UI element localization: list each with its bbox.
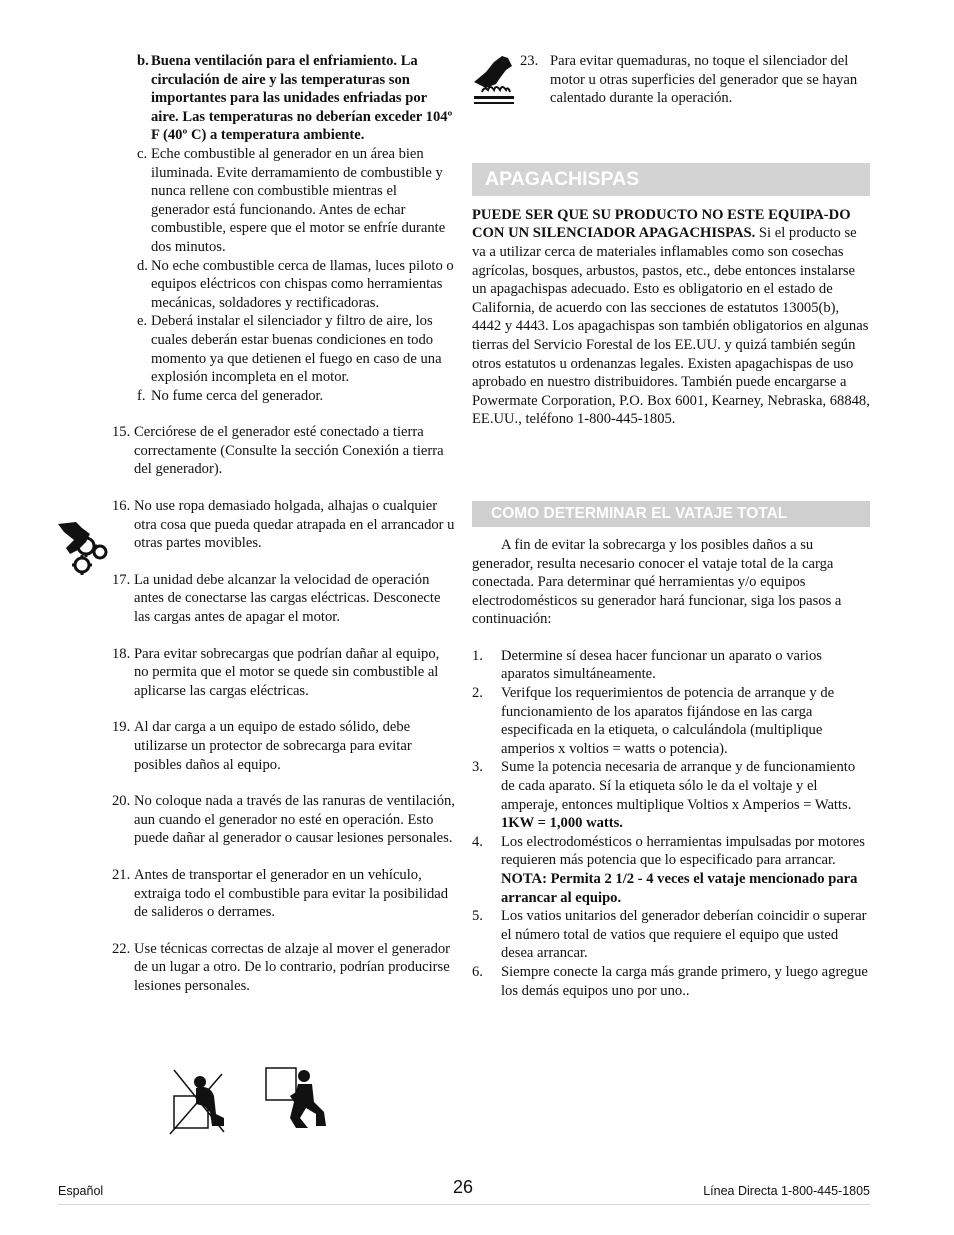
- item-text: Al dar carga a un equipo de estado sólido, debe utilizarse un protector de sobrecarga para evitar posibles daños al equipo.: [134, 719, 412, 773]
- item-number: 20.: [112, 793, 131, 810]
- wattage-step-1: [472, 647, 870, 684]
- item-text: No coloque nada a través de las ranuras de ventilación, aun cuando el generador no esté en operación. Esto puede dañar al generador o causar lesiones personales.: [134, 793, 455, 847]
- step-body: Los electrodomésticos o herramientas impulsadas por motores requieren más potencia que lo especificado para arrancar.: [501, 833, 865, 869]
- item-text: Deberá instalar el silenciador y filtro de aire, los cuales deberán estar buenas condiciones en todo momento ya que detienen el fuego en caso de una explosión incompleta en el motor.: [151, 313, 442, 386]
- step-text: Determine sí desea hacer funcionar un aparato o varios aparatos simultáneamente.: [501, 647, 822, 683]
- list-item-23: [520, 52, 870, 108]
- wattage-step-4: [472, 833, 870, 907]
- step-text: [501, 758, 870, 832]
- spark-arrester-warning: PUEDE SER QUE SU PRODUCTO NO ESTE EQUIPA-DO CON UN SILENCIADOR APAGACHISPAS.: [472, 206, 851, 242]
- list-item-f: [137, 387, 457, 406]
- list-item-d: [137, 257, 457, 313]
- entanglement-hazard-icon: [56, 520, 108, 578]
- list-item-18: [112, 645, 457, 701]
- item-text: Antes de transportar el generador en un vehículo, extraiga todo el combustible para evitar la posibilidad de salideros o derrames.: [134, 866, 449, 921]
- step-body: Sume la potencia necesaria de arranque y de funcionamiento de cada aparato. Sí la etiqueta sólo le da el voltaje y el amperaje, entonces multiplique Voltios x Amperios = Watts.: [501, 759, 856, 813]
- list-item-19: [112, 718, 457, 774]
- item-text: No eche combustible cerca de llamas, luces piloto o equipos eléctricos con chispas como herramientas mecánicas, soldadores y rectificadoras.: [151, 257, 454, 311]
- correct-lifting-icon: [264, 1062, 330, 1132]
- wattage-step-5: [472, 907, 870, 963]
- item-number: 16.: [112, 498, 131, 515]
- wattage-step-3: [472, 758, 870, 832]
- page-number: 26: [453, 1177, 474, 1197]
- list-item-e: [137, 312, 457, 386]
- step-text: [501, 833, 870, 907]
- step-text: Siempre conecte la carga más grande primero, y luego agregue los demás equipos uno por uno..: [501, 963, 868, 999]
- wattage-step-6: [472, 963, 870, 1000]
- spark-arrester-body: Si el producto se va a utilizar cerca de materiales inflamables como son cosechas agrícolas, bosques, arbustos, pastos, etc., debe entonces instalarse un apagachispas adecuado. Esto es obligatorio en el estado de California, de acuerdo con las secciones de estatutos 13005(b), 4442 y 4443. Los apagachispas son también obligatorios en algunas tierras del Servicio Forestal de los EE.UU. y quizá también según otros estatutos u ordenanzas legales. Existen apagachispas de uso aprobado en nuestro distribuidores. También puede encargarse a Powermate Corporation, P.O. Box 6001, Kearney, Nebraska, 68848, EE.UU., teléfono 1-800-445-1805.: [472, 225, 870, 428]
- item-number: 22.: [112, 940, 131, 957]
- step-note: NOTA: Permita 2 1/2 - 4 veces el vataje mencionado para arrancar al equipo.: [501, 871, 858, 906]
- step-text: Los vatios unitarios del generador deberían coincidir o superar el número total de vatios que requiere el equipo que usted desea arrancar.: [501, 908, 867, 962]
- footer-hotline: Línea Directa 1-800-445-1805: [703, 1184, 870, 1198]
- item-text: Para evitar sobrecargas que podrían dañar al equipo, no permita que el motor se quede sin combustible al aplicarse las cargas eléctricas.: [134, 645, 440, 699]
- item-number: 17.: [112, 571, 131, 588]
- item-text: Para evitar quemaduras, no toque el silenciador del motor u otras superficies del generador que se hayan calentado durante la operación.: [550, 53, 858, 107]
- wattage-intro: A fin de evitar la sobrecarga y los posibles daños a su generador, resulta necesario conocer el vataje total de la carga conectada. Para determinar qué herramientas y/o equipos electrodomésticos su generador hará funcionar, siga los pasos a continuación:: [472, 536, 842, 628]
- wattage-step-2: [472, 684, 870, 758]
- footer-divider: [58, 1204, 870, 1205]
- list-item-b: [137, 52, 457, 145]
- item-number: 19.: [112, 719, 131, 736]
- step-number: 1.: [472, 647, 483, 664]
- list-item-15: [112, 423, 457, 479]
- spark-arrester-paragraph: [472, 206, 870, 429]
- item-marker: e.: [137, 313, 148, 330]
- item-number: 21.: [112, 866, 131, 883]
- list-item-17: [112, 571, 457, 627]
- step-text: Verifque los requerimientos de potencia de arranque y de funcionamiento de los aparatos fijándose en las carga especificada en la etiqueta, o calculándola (multiplique amperios x voltios = watts o potencia).: [501, 685, 835, 757]
- list-item-21: [112, 866, 457, 922]
- item-text: No use ropa demasiado holgada, alhajas o cualquier otra cosa que pueda quedar atrapada en el arrancador u otras partes movibles.: [134, 498, 455, 552]
- step-number: 3.: [472, 759, 483, 776]
- section-heading-wattage: COMO DETERMINAR EL VATAJE TOTAL: [472, 501, 870, 527]
- item-text: Use técnicas correctas de alzaje al mover el generador de un lugar a otro. De lo contrario, podrían producirse lesiones personales.: [134, 940, 451, 994]
- list-item-c: [137, 145, 457, 257]
- footer-language: Español: [58, 1184, 104, 1198]
- step-number: 4.: [472, 833, 483, 850]
- step-number: 6.: [472, 963, 483, 980]
- item-marker: f.: [137, 387, 146, 404]
- step-number: 2.: [472, 685, 483, 702]
- item-number: 18.: [112, 645, 131, 662]
- step-number: 5.: [472, 908, 483, 925]
- item-marker: d.: [137, 257, 148, 274]
- kw-conversion: 1KW = 1,000 watts.: [501, 815, 623, 832]
- item-text: Eche combustible al generador en un área bien iluminada. Evite derramamiento de combustible y nunca rellene con combustible mientras el generador está funcionando. Antes de echar combustible, espere que el motor se enfríe durante dos minutos.: [151, 145, 446, 255]
- item-number: 15.: [112, 424, 131, 441]
- item-text: No fume cerca del generador.: [151, 387, 324, 404]
- list-item-22: [112, 940, 457, 996]
- section-heading-spark-arrester: APAGACHISPAS: [472, 163, 870, 196]
- item-marker: b.: [137, 53, 149, 69]
- item-number: 23.: [520, 53, 539, 69]
- left-column: [112, 52, 457, 996]
- list-item-16: [112, 497, 457, 553]
- item-text: Cerciórese de el generador esté conectado a tierra correctamente (Consulte la sección Conexión a tierra del generador).: [134, 424, 444, 478]
- item-marker: c.: [137, 145, 148, 162]
- item-text: La unidad debe alcanzar la velocidad de operación antes de conectarse las cargas eléctricas. Desconecte las cargas antes de apagar el motor.: [134, 571, 441, 626]
- list-item-20: [112, 792, 457, 848]
- incorrect-lifting-icon: [166, 1066, 232, 1136]
- right-column: [472, 52, 870, 1000]
- item-text: Buena ventilación para el enfriamiento. La circulación de aire y las temperaturas son importantes para las unidades enfriadas por aire. Las temperaturas no deberían exceder 104º F (40º C) a temperatura ambiente.: [151, 53, 453, 144]
